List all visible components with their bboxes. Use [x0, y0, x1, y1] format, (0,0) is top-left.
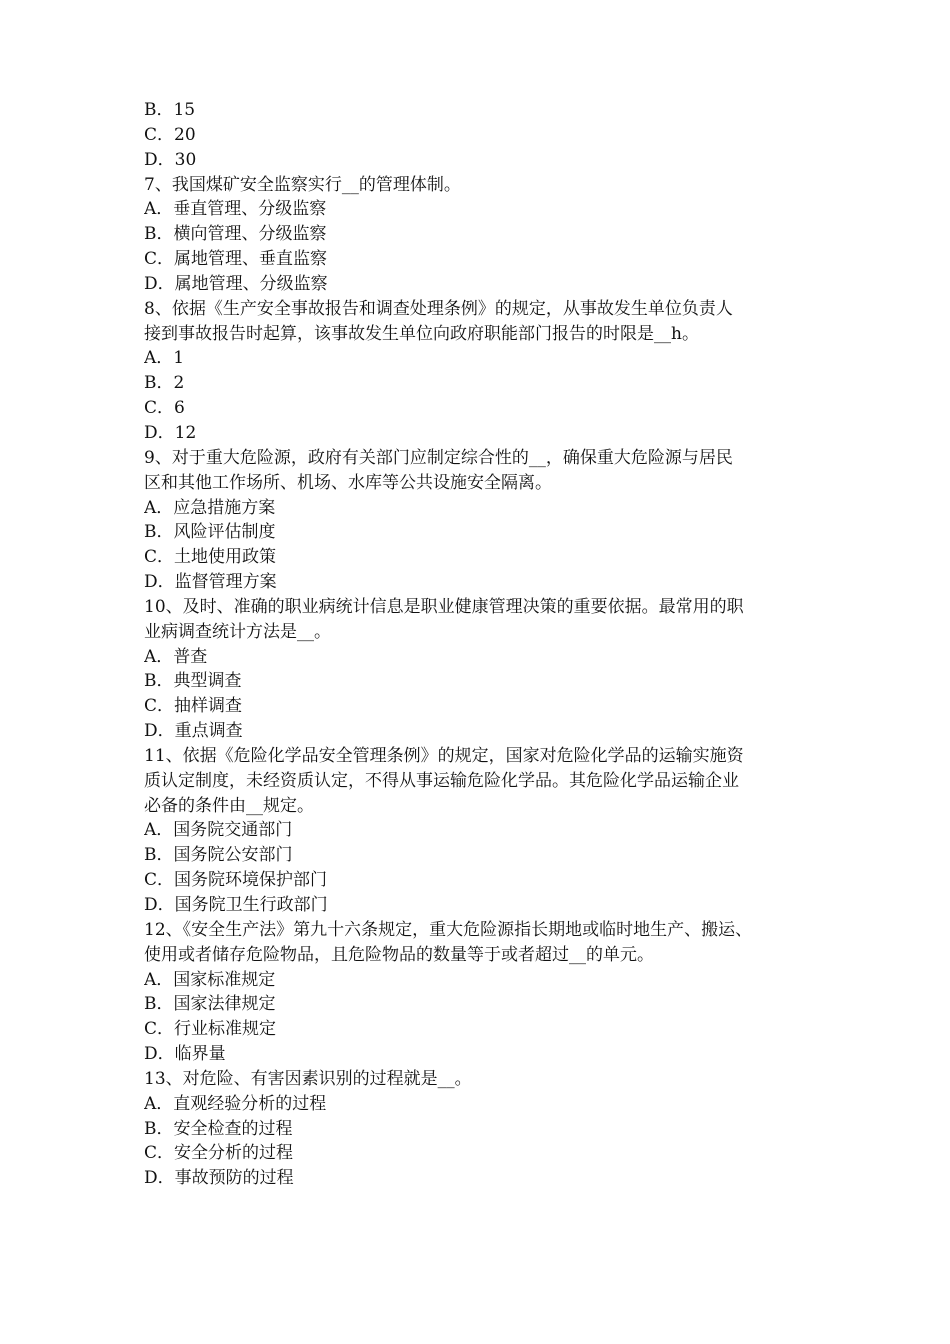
question-line: 9、对于重大危险源，政府有关部门应制定综合性的__，确保重大危险源与居民 — [144, 447, 733, 468]
text-line: D．30 — [144, 149, 197, 170]
option-line: B．横向管理、分级监察 — [144, 224, 327, 245]
text-line: C．20 — [144, 124, 196, 145]
option-line: D．国务院卫生行政部门 — [144, 895, 328, 915]
option-line: B．国家法律规定 — [144, 994, 276, 1015]
option-line: D．事故预防的过程 — [144, 1168, 294, 1189]
question-line: 质认定制度，未经资质认定，不得从事运输危险化学品。其危险化学品运输企业 — [144, 770, 739, 791]
question-line: 必备的条件由__规定。 — [144, 795, 314, 816]
option-line: A．国务院交通部门 — [144, 820, 293, 841]
question-line: 12、《安全生产法》第九十六条规定，重大危险源指长期地或临时地生产、搬运、 — [144, 919, 753, 940]
option-line: C．6 — [144, 398, 185, 419]
option-line: B．风险评估制度 — [144, 522, 276, 543]
question-line: 13、对危险、有害因素识别的过程就是__。 — [144, 1068, 472, 1089]
option-line: C．行业标准规定 — [144, 1019, 277, 1040]
text-line: B．15 — [144, 100, 196, 120]
question-line: 8、依据《生产安全事故报告和调查处理条例》的规定，从事故发生单位负责人 — [144, 298, 733, 319]
option-line: C．属地管理、垂直监察 — [144, 249, 328, 270]
option-line: D．重点调查 — [144, 721, 243, 742]
option-line: A．国家标准规定 — [144, 969, 276, 990]
option-line: D．属地管理、分级监察 — [144, 273, 328, 294]
option-line: A．垂直管理、分级监察 — [144, 199, 327, 220]
option-line: B．国务院公安部门 — [144, 845, 293, 866]
option-line: B．典型调查 — [144, 671, 242, 692]
option-line: A．直观经验分析的过程 — [144, 1093, 327, 1114]
question-line: 11、依据《危险化学品安全管理条例》的规定，国家对危险化学品的运输实施资 — [144, 745, 744, 766]
option-line: C．土地使用政策 — [144, 547, 277, 568]
question-line: 7、我国煤矿安全监察实行__的管理体制。 — [144, 174, 461, 195]
option-line: D．12 — [144, 422, 197, 443]
question-line: 接到事故报告时起算，该事故发生单位向政府职能部门报告的时限是__h。 — [144, 323, 699, 344]
question-line: 10、及时、准确的职业病统计信息是职业健康管理决策的重要依据。最常用的职 — [144, 596, 744, 617]
option-line: B．2 — [144, 373, 185, 394]
question-line: 使用或者储存危险物品，且危险物品的数量等于或者超过__的单元。 — [144, 944, 654, 965]
option-line: D．监督管理方案 — [144, 572, 277, 593]
document-body — [144, 98, 814, 1191]
question-line: 区和其他工作场所、机场、水库等公共设施安全隔离。 — [144, 472, 552, 493]
question-line: 业病调查统计方法是__。 — [144, 621, 331, 642]
option-line: A．应急措施方案 — [144, 497, 276, 518]
option-line: C．抽样调查 — [144, 696, 243, 717]
option-line: C．国务院环境保护部门 — [144, 870, 328, 891]
option-line: B．安全检查的过程 — [144, 1118, 293, 1139]
option-line: A．普查 — [144, 646, 208, 667]
option-line: A．1 — [144, 348, 185, 369]
option-line: C．安全分析的过程 — [144, 1143, 294, 1164]
option-line: D．临界量 — [144, 1044, 226, 1065]
